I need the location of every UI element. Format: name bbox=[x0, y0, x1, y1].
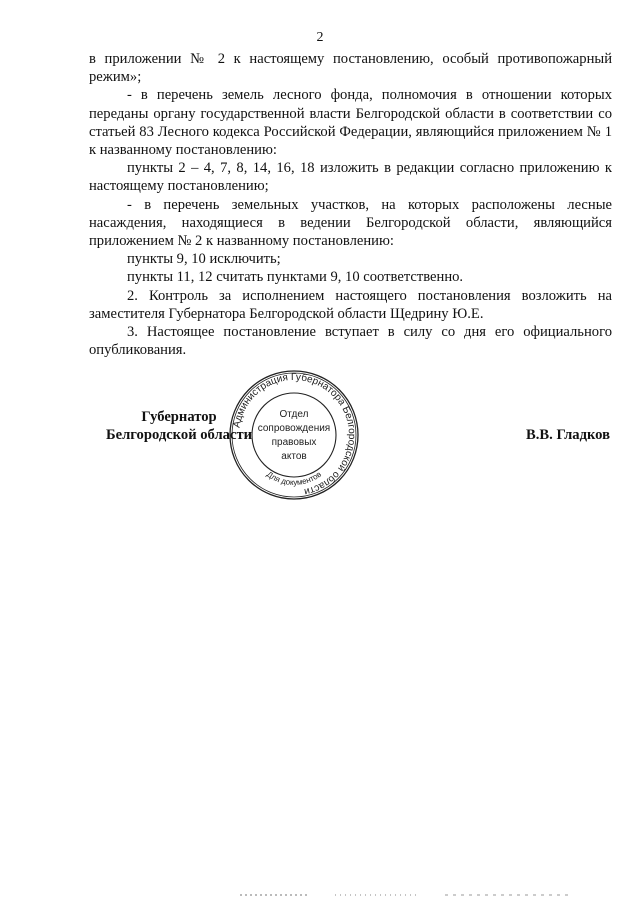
stamp-seal bbox=[227, 368, 361, 502]
official-stamp bbox=[227, 368, 361, 502]
stamp-center-line: сопровождения bbox=[257, 423, 331, 434]
stamp-center-line: актов bbox=[281, 451, 307, 462]
document-body bbox=[89, 50, 612, 359]
scan-noise bbox=[240, 893, 570, 897]
position-line: Белгородской области bbox=[105, 427, 253, 443]
paragraph: в приложении № 2 к настоящему постановлению, особый противопожарный режим»; bbox=[89, 51, 612, 86]
paragraph: пункты 11, 12 считать пунктами 9, 10 соответственно. bbox=[127, 269, 464, 286]
position-line: Губернатор bbox=[141, 409, 217, 425]
stamp-center-line: Отдел bbox=[279, 409, 309, 420]
paragraph: пункты 2 – 4, 7, 8, 14, 16, 18 изложить в редакции согласно приложению к настоящему постановлению; bbox=[89, 160, 612, 195]
stamp-bottom-text: Для документов bbox=[264, 469, 324, 488]
signatory-name: В.В. Гладков bbox=[526, 427, 610, 443]
stamp-center-line: правовых bbox=[271, 437, 317, 448]
page-number: 2 bbox=[316, 30, 324, 45]
paragraph: пункты 9, 10 исключить; bbox=[127, 251, 281, 268]
paragraph: - в перечень земель лесного фонда, полномочия в отношении которых переданы органу государственной власти Белгородской области в соответствии со статьей 83 Лесного кодекса Российской Федерации, являющийся приложением № 1 к названному постановлению: bbox=[89, 87, 612, 159]
stamp-ring-text: Администрация Губернатора Белгородской области bbox=[231, 371, 358, 497]
paragraph: 2. Контроль за исполнением настоящего постановления возложить на заместителя Губернатора Белгородской области Щедрину Ю.Е. bbox=[89, 287, 612, 322]
paragraph: 3. Настоящее постановление вступает в силу со дня его официального опубликования. bbox=[89, 324, 612, 359]
paragraph: - в перечень земельных участков, на которых расположены лесные насаждения, находящиеся в ведении Белгородской области, являющийся приложением № 2 к названному постановлению: bbox=[89, 196, 612, 250]
